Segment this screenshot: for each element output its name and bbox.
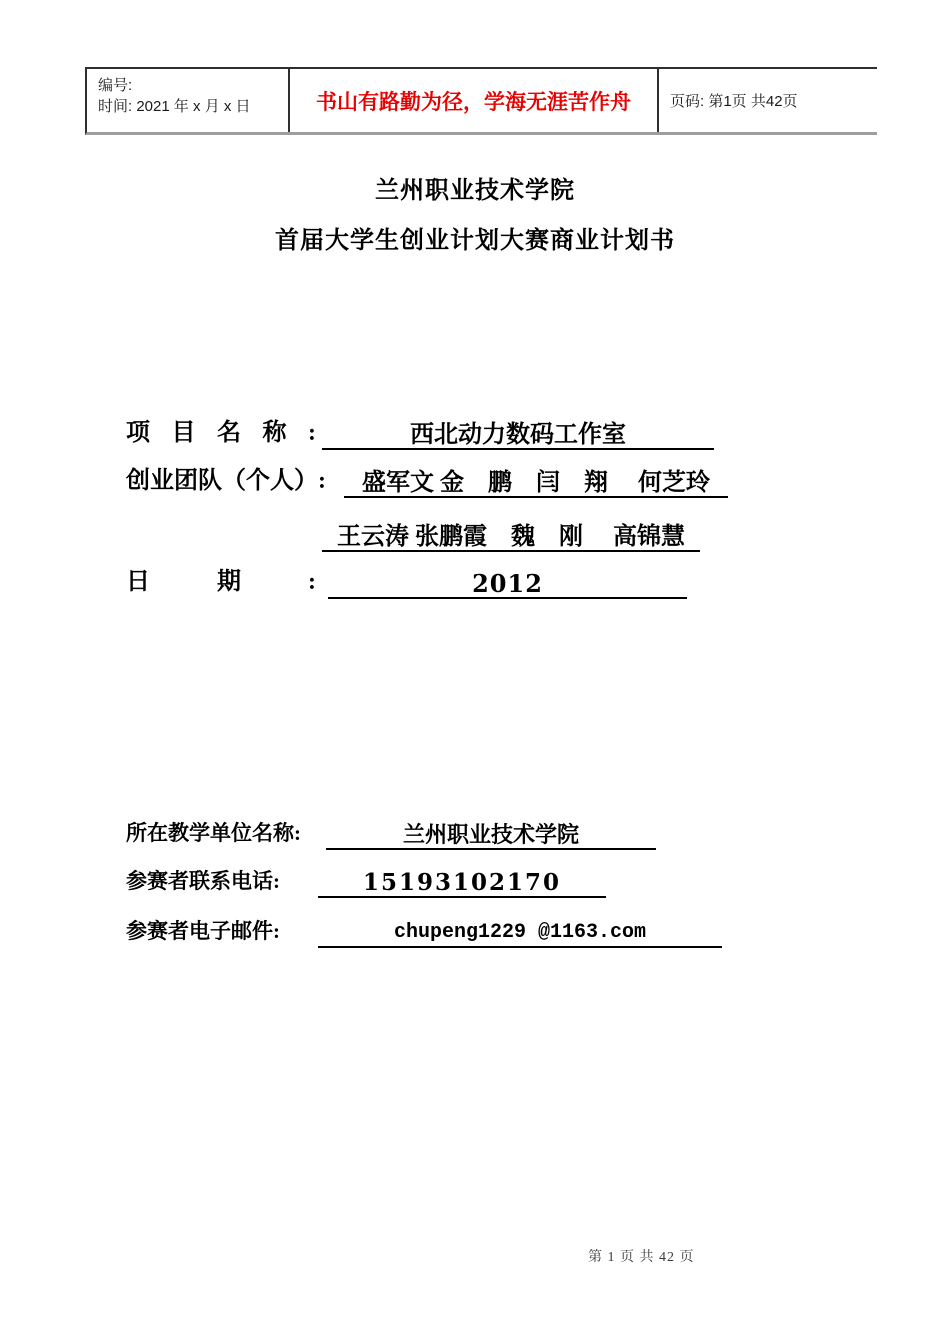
unit-value: 兰州职业技术学院 — [402, 822, 579, 847]
doc-title-line1: 兰州职业技术学院 — [375, 178, 575, 204]
form-row-team-line2 — [0, 519, 950, 552]
doc-title-line2: 首届大学生创业计划大赛商业计划书 — [275, 228, 675, 254]
footer-page-number: 第 1 页 共 42 页 — [588, 1250, 695, 1265]
team-members-line1: 盛军文 金 鹏 闫 翔 何芝玲 — [362, 470, 710, 496]
email-underline — [318, 915, 722, 948]
form-row-team-line1 — [0, 465, 950, 498]
date-label: 日期: — [126, 569, 316, 595]
project-name-value: 西北动力数码工作室 — [410, 422, 626, 448]
team-underline-1 — [344, 465, 728, 498]
email-value: chupeng1229 @1163.com — [393, 921, 647, 944]
motto-text: 书山有路勤为径，学海无涯苦作舟 — [316, 90, 631, 114]
date-value: 2012 — [472, 569, 543, 598]
phone-value: 15193102170 — [362, 869, 562, 896]
doc-time-label: 时间: 2021 年 x 月 x 日 — [98, 98, 251, 115]
team-label: 创业团队（个人）: — [126, 468, 326, 494]
form-row-date — [0, 566, 950, 599]
date-underline — [328, 566, 687, 599]
team-underline-2 — [322, 519, 700, 552]
team-members-line2: 王云涛 张鹏霞 魏 刚 高锦慧 — [337, 524, 685, 550]
page-info-text: 页码: 第1页 共42页 — [670, 93, 798, 110]
form-row-project-name — [0, 417, 950, 450]
project-name-underline — [322, 417, 714, 450]
phone-underline — [318, 865, 606, 898]
info-row-unit — [0, 817, 950, 850]
phone-label: 参赛者联系电话: — [126, 869, 280, 893]
email-label: 参赛者电子邮件: — [126, 919, 280, 943]
header-table — [85, 67, 877, 135]
project-name-label: 项目名称: — [126, 420, 316, 446]
doc-number-label: 编号: — [98, 77, 133, 94]
header-meta-cell — [87, 69, 290, 132]
info-row-phone — [0, 865, 950, 898]
header-page-cell — [659, 69, 877, 132]
unit-label: 所在教学单位名称: — [126, 821, 301, 845]
unit-underline — [326, 817, 656, 850]
info-row-email — [0, 915, 950, 948]
header-motto-cell — [290, 69, 659, 132]
